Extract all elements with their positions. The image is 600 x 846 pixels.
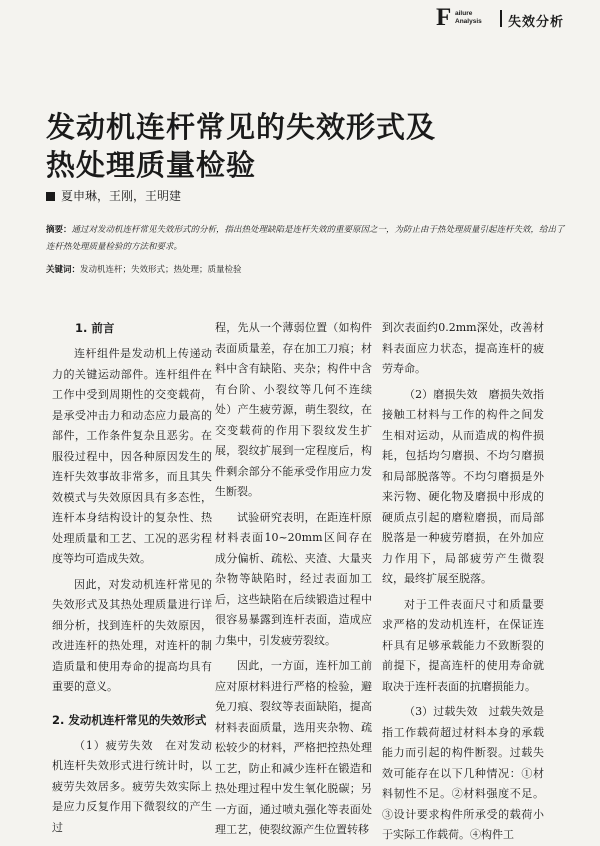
header-divider bbox=[500, 10, 502, 27]
keywords: 关键词：发动机连杆；失效形式；热处理；质量检验 bbox=[46, 265, 242, 275]
section-heading: 1. 前言 bbox=[75, 321, 115, 335]
section-english: ailure Analysis bbox=[455, 10, 482, 25]
column-3 bbox=[382, 318, 544, 846]
square-bullet-icon bbox=[46, 192, 55, 201]
paragraph: 连杆组件是发动机上传递动力的关键运动部件。连杆组件在工作中受到周期性的交变载荷，是承受冲击力和动态应力最高的部件，工作条件复杂且恶劣。在服役过程中，因各种原因发生的连杆失效事故非常多，而且其失效模式与失效原因具有多态性，连杆本身结构设计的复杂性、热处理质量和工艺、工况的恶劣程度等均可造成失效。 bbox=[52, 347, 212, 565]
paragraph: （3）过载失效 过载失效是指工作载荷超过材料本身的承载能力而引起的构件断裂。过载失效可能存在以下几种情况：①材料韧性不足。②材料强度不足。③设计要求构件所承受的载荷小于实际工作载荷。④构件工 bbox=[382, 705, 544, 841]
paragraph: （2）磨损失效 磨损失效指接触工材料与工作的构件之间发生相对运动，从而造成的构件损耗，包括均匀磨损、不均匀磨损和局部脱落等。不均匀磨损是外来污物、硬化物及磨损中形成的硬质点引起的磨粒磨损，而局部脱落是一种疲劳磨损，在外加应力作用下，局部疲劳产生微裂纹，最终扩展至脱落。 bbox=[382, 387, 544, 585]
column-1 bbox=[52, 318, 212, 838]
section-title: 失效分析 bbox=[508, 15, 565, 30]
authors: 夏申琳，王刚，王明建 bbox=[46, 187, 181, 204]
paragraph: 程，先从一个薄弱位置（如构件表面质量差，存在加工刀痕；材料中含有缺陷、夹杂；构件中含有台阶、小裂纹等几何不连续处）产生疲劳源，萌生裂纹，在交变载荷的作用下裂纹发生扩展，裂纹扩展到一定程度后，构件剩余部分不能承受作用应力发生断裂。 bbox=[215, 321, 372, 498]
article-title: 发动机连杆常见的失效形式及 热处理质量检验 bbox=[46, 110, 437, 182]
section-heading: 2. 发动机连杆常见的失效形式 bbox=[52, 712, 207, 727]
paragraph: 因此，一方面，连杆加工前应对原材料进行严格的检验，避免刀痕、裂纹等表面缺陷，提高材料表面质量，选用夹杂物、疏松较少的材料，严格把控热处理工艺，防止和减少连杆在锻造和热处理过程中发生氧化脱碳；另一方面，通过喷丸强化等表面处理工艺，使裂纹源产生位置转移 bbox=[215, 659, 372, 836]
section-letter: F bbox=[436, 4, 452, 31]
paragraph: 对于工件表面尺寸和质量要求严格的发动机连杆，在保证连杆具有足够承载能力不致断裂的前提下，提高连杆的使用寿命就取决于连杆表面的抗磨损能力。 bbox=[382, 597, 544, 693]
paragraph: （1）疲劳失效 在对发动机连杆失效形式进行统计时，以疲劳失效居多。疲劳失效实际上是应力反复作用下微裂纹的产生过 bbox=[52, 738, 212, 834]
paragraph: 试验研究表明，在距连杆原材料表面10~20mm区间存在成分偏析、疏松、夹渣、大量夹杂物等缺陷时，经过表面加工后，这些缺陷在后续锻造过程中很容易暴露到连杆表面，造成应力集中，引发疲劳裂纹。 bbox=[215, 510, 372, 647]
paragraph: 到次表面约0.2mm深处，改善材料表面应力状态，提高连杆的疲劳寿命。 bbox=[382, 321, 544, 375]
abstract: 摘要：通过对发动机连杆常见失效形式的分析，指出热处理缺陷是连杆失效的重要原因之一，为防止由于热处理质量引起连杆失效，给出了连杆热处理质量检验的方法和要求。 bbox=[46, 225, 565, 252]
column-2 bbox=[215, 318, 372, 841]
paragraph: 因此，对发动机连杆常见的失效形式及其热处理质量进行详细分析，找到连杆的失效原因，改进连杆的热处理，对连杆的制造质量和使用寿命的提高均具有重要的意义。 bbox=[52, 577, 212, 693]
journal-header bbox=[436, 6, 596, 36]
